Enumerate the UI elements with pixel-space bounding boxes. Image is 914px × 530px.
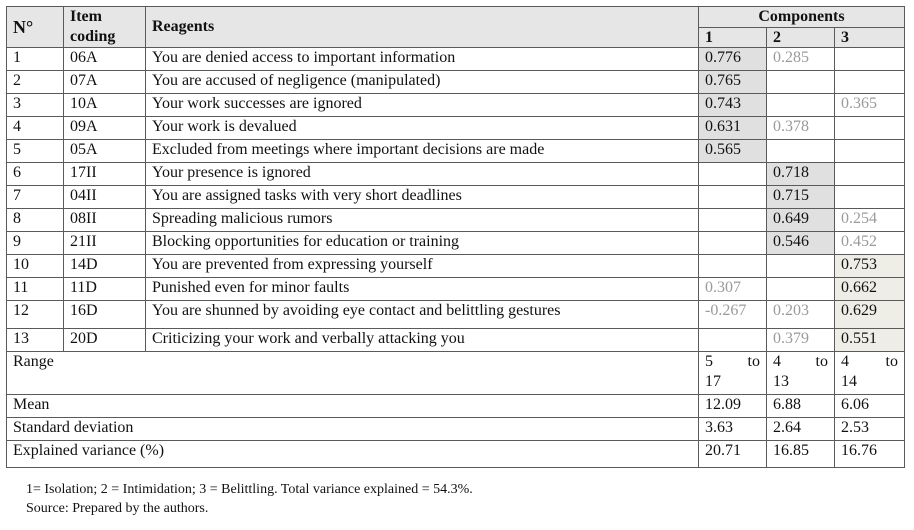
header-item-coding: Item coding xyxy=(64,7,146,48)
loading-component-3: 0.629 xyxy=(835,301,905,329)
range-3-to: to xyxy=(885,353,898,370)
row-number: 9 xyxy=(7,232,64,255)
mean-component-1: 12.09 xyxy=(699,395,767,418)
loading-component-1 xyxy=(699,209,767,232)
loading-component-2 xyxy=(767,278,835,301)
table-row xyxy=(7,301,905,329)
loading-component-3 xyxy=(835,48,905,71)
loading-component-1 xyxy=(699,186,767,209)
loading-component-2 xyxy=(767,140,835,163)
loading-component-2: 0.203 xyxy=(767,301,835,329)
mean-row xyxy=(7,395,905,418)
sd-row xyxy=(7,418,905,441)
table-row xyxy=(7,94,905,117)
reagent-text: You are prevented from expressing yourself xyxy=(146,255,699,278)
loading-component-1: 0.307 xyxy=(699,278,767,301)
range-1-to: to xyxy=(747,353,760,370)
range-3-until: 14 xyxy=(841,373,857,390)
loading-component-3: 0.662 xyxy=(835,278,905,301)
range-2-to: to xyxy=(815,353,828,370)
sd-component-1: 3.63 xyxy=(699,418,767,441)
range-component-1 xyxy=(699,352,767,395)
loading-component-2: 0.378 xyxy=(767,117,835,140)
item-code: 11D xyxy=(64,278,146,301)
header-component-2: 2 xyxy=(767,28,835,48)
row-number: 10 xyxy=(7,255,64,278)
reagent-text: Blocking opportunities for education or training xyxy=(146,232,699,255)
table-row xyxy=(7,71,905,94)
header-components: Components xyxy=(699,7,905,28)
row-number: 11 xyxy=(7,278,64,301)
mean-component-2: 6.88 xyxy=(767,395,835,418)
item-code: 16D xyxy=(64,301,146,329)
loading-component-3: 0.452 xyxy=(835,232,905,255)
item-code: 14D xyxy=(64,255,146,278)
loading-component-1: 0.565 xyxy=(699,140,767,163)
item-code: 09A xyxy=(64,117,146,140)
reagent-text: You are denied access to important information xyxy=(146,48,699,71)
table-footnote: 1= Isolation; 2 = Intimidation; 3 = Belittling. Total variance explained = 54.3%. xyxy=(26,482,473,497)
item-code: 08II xyxy=(64,209,146,232)
mean-label: Mean xyxy=(7,395,699,418)
range-label: Range xyxy=(7,352,699,395)
range-1-until: 17 xyxy=(705,373,721,390)
explained-variance-row xyxy=(7,441,905,468)
row-number: 2 xyxy=(7,71,64,94)
loading-component-2 xyxy=(767,71,835,94)
loading-component-2: 0.379 xyxy=(767,329,835,352)
loading-component-3: 0.365 xyxy=(835,94,905,117)
reagent-text: Your work is devalued xyxy=(146,117,699,140)
table-row xyxy=(7,163,905,186)
table-body xyxy=(7,48,905,468)
loading-component-3: 0.551 xyxy=(835,329,905,352)
reagent-text: Your presence is ignored xyxy=(146,163,699,186)
range-row xyxy=(7,352,905,395)
item-code: 10A xyxy=(64,94,146,117)
sd-component-3: 2.53 xyxy=(835,418,905,441)
item-code: 17II xyxy=(64,163,146,186)
table-row xyxy=(7,186,905,209)
reagent-text: You are assigned tasks with very short deadlines xyxy=(146,186,699,209)
range-2-from: 4 xyxy=(773,353,781,370)
loading-component-3 xyxy=(835,117,905,140)
header-component-3: 3 xyxy=(835,28,905,48)
row-number: 13 xyxy=(7,329,64,352)
loading-component-1 xyxy=(699,232,767,255)
explained-variance-component-3: 16.76 xyxy=(835,441,905,468)
loading-component-1: 0.743 xyxy=(699,94,767,117)
loading-component-3 xyxy=(835,163,905,186)
loading-component-1 xyxy=(699,163,767,186)
loading-component-2: 0.649 xyxy=(767,209,835,232)
loading-component-1: -0.267 xyxy=(699,301,767,329)
reagent-text: You are shunned by avoiding eye contact and belittling gestures xyxy=(146,301,699,329)
row-number: 7 xyxy=(7,186,64,209)
loading-component-1: 0.776 xyxy=(699,48,767,71)
loading-component-2 xyxy=(767,255,835,278)
reagent-text: Punished even for minor faults xyxy=(146,278,699,301)
loading-component-1: 0.631 xyxy=(699,117,767,140)
row-number: 1 xyxy=(7,48,64,71)
loading-component-2 xyxy=(767,94,835,117)
table-row xyxy=(7,209,905,232)
item-code: 04II xyxy=(64,186,146,209)
explained-variance-component-2: 16.85 xyxy=(767,441,835,468)
loading-component-2: 0.718 xyxy=(767,163,835,186)
table-row xyxy=(7,278,905,301)
loading-component-1 xyxy=(699,329,767,352)
mean-component-3: 6.06 xyxy=(835,395,905,418)
header-no: N° xyxy=(7,7,64,48)
range-1-from: 5 xyxy=(705,353,713,370)
loading-component-2: 0.715 xyxy=(767,186,835,209)
reagent-text: Spreading malicious rumors xyxy=(146,209,699,232)
row-number: 8 xyxy=(7,209,64,232)
sd-label: Standard deviation xyxy=(7,418,699,441)
table-row xyxy=(7,329,905,352)
item-code: 07A xyxy=(64,71,146,94)
reagent-text: Criticizing your work and verbally attacking you xyxy=(146,329,699,352)
table-source: Source: Prepared by the authors. xyxy=(26,501,209,516)
reagent-text: Excluded from meetings where important decisions are made xyxy=(146,140,699,163)
range-component-2 xyxy=(767,352,835,395)
range-3-from: 4 xyxy=(841,353,849,370)
factor-loadings-table xyxy=(6,6,905,468)
item-code: 21II xyxy=(64,232,146,255)
row-number: 6 xyxy=(7,163,64,186)
item-code: 06A xyxy=(64,48,146,71)
row-number: 5 xyxy=(7,140,64,163)
header-component-1: 1 xyxy=(699,28,767,48)
loading-component-2: 0.285 xyxy=(767,48,835,71)
table-row xyxy=(7,232,905,255)
range-2-until: 13 xyxy=(773,373,789,390)
loading-component-3 xyxy=(835,71,905,94)
loading-component-3: 0.753 xyxy=(835,255,905,278)
reagent-text: You are accused of negligence (manipulated) xyxy=(146,71,699,94)
loading-component-3: 0.254 xyxy=(835,209,905,232)
explained-variance-component-1: 20.71 xyxy=(699,441,767,468)
header-reagents: Reagents xyxy=(146,7,699,48)
table-row xyxy=(7,255,905,278)
loading-component-1: 0.765 xyxy=(699,71,767,94)
item-code: 20D xyxy=(64,329,146,352)
loading-component-1 xyxy=(699,255,767,278)
table-row xyxy=(7,48,905,71)
table-row xyxy=(7,117,905,140)
reagent-text: Your work successes are ignored xyxy=(146,94,699,117)
row-number: 4 xyxy=(7,117,64,140)
row-number: 3 xyxy=(7,94,64,117)
row-number: 12 xyxy=(7,301,64,329)
explained-variance-label: Explained variance (%) xyxy=(7,441,699,468)
range-component-3 xyxy=(835,352,905,395)
loading-component-3 xyxy=(835,186,905,209)
sd-component-2: 2.64 xyxy=(767,418,835,441)
loading-component-2: 0.546 xyxy=(767,232,835,255)
item-code: 05A xyxy=(64,140,146,163)
table-row xyxy=(7,140,905,163)
loading-component-3 xyxy=(835,140,905,163)
